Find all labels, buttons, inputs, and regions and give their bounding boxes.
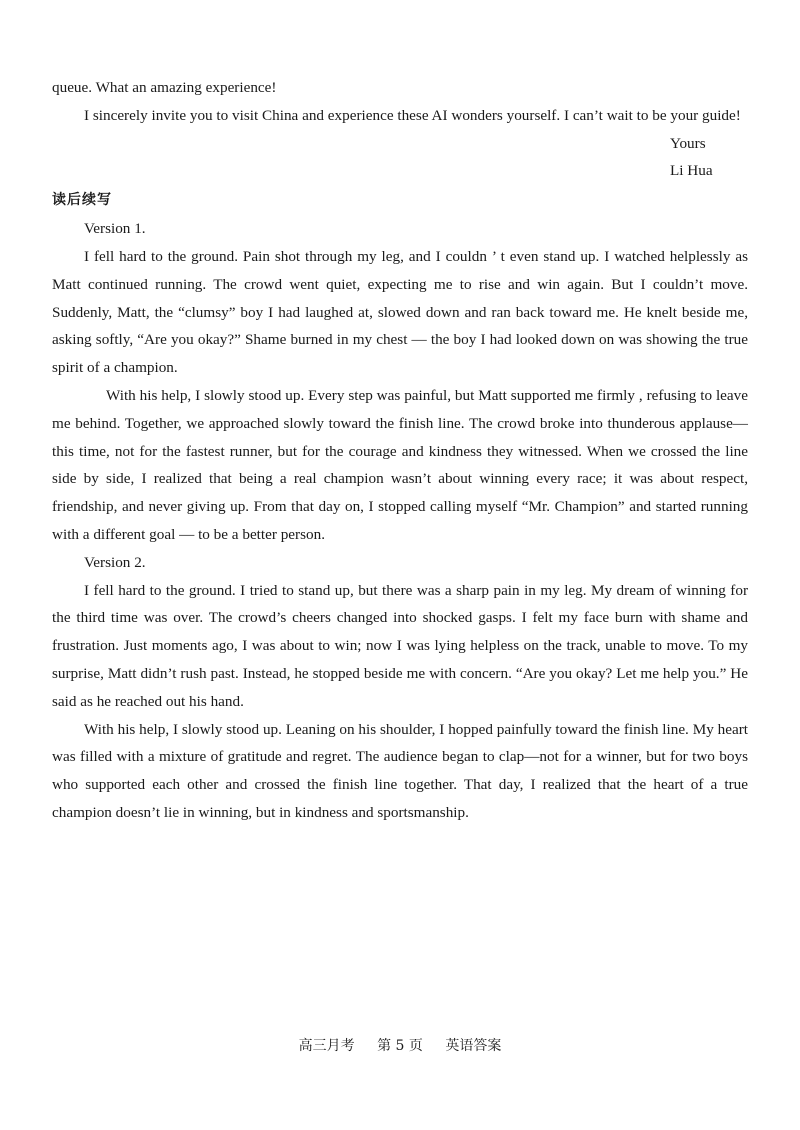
- letter-closing: Yours: [670, 134, 706, 152]
- version-1-paragraph-2: With his help, I slowly stood up. Every step was painful, but Matt supported me firmly , refusing to leave me behind. Together, we approached slowly toward the finish line. The crowd broke into thunderous applause—this time, not for the fastest runner, but for the courage and kindness they witnessed. When we crossed the line side by side, I realized that being a real champion wasn’t about winning every race; it was about respect, friendship, and never giving up. From that day on, I stopped calling myself “Mr. Champion” and started running with a different goal — to be a better person.: [52, 386, 748, 543]
- page-footer: [0, 1036, 800, 1056]
- version-2-paragraph-2: With his help, I slowly stood up. Leaning on his shoulder, I hopped painfully toward the finish line. My heart was filled with a mixture of gratitude and regret. The audience began to clap—not for a winner, but for two boys who supported each other and crossed the finish line together. That day, I realized that the heart of a true champion doesn’t lie in winning, but in kindness and sportsmanship.: [52, 720, 748, 821]
- page-body: [52, 74, 748, 827]
- version-2-label: Version 2.: [84, 553, 146, 571]
- footer-page-number: 第 5 页: [377, 1038, 423, 1054]
- letter-invitation: I sincerely invite you to visit China and experience these AI wonders yourself. I can’t wait to be your guide!: [84, 106, 741, 124]
- version-2-paragraph-1: I fell hard to the ground. I tried to stand up, but there was a sharp pain in my leg. My dream of winning for the third time was over. The crowd’s cheers changed into shocked gasps. I felt my face burn with shame and frustration. Just moments ago, I was about to win; now I was lying helpless on the track, unable to move. To my surprise, Matt didn’t rush past. Instead, he stopped beside me with concern. “Are you okay? Let me help you.” He said as he reached out his hand.: [52, 581, 748, 710]
- footer-exam-name: 高三月考: [298, 1038, 355, 1054]
- version-1-label: Version 1.: [84, 220, 146, 238]
- section-title: 读后续写: [52, 192, 112, 209]
- version-1-paragraph-1: I fell hard to the ground. Pain shot through my leg, and I couldn ’ t even stand up. I watched helplessly as Matt continued running. The crowd went quiet, expecting me to rise and win again. But I couldn’t move. Suddenly, Matt, the “clumsy” boy I had laughed at, slowed down and ran back toward me. He knelt beside me, asking softly, “Are you okay?” Shame burned in my chest — the boy I had looked down on was showing the true spirit of a champion.: [52, 247, 748, 377]
- letter-continuation: queue. What an amazing experience!: [52, 79, 277, 96]
- footer-subject: 英语答案: [445, 1038, 502, 1054]
- letter-signature: Li Hua: [670, 162, 713, 180]
